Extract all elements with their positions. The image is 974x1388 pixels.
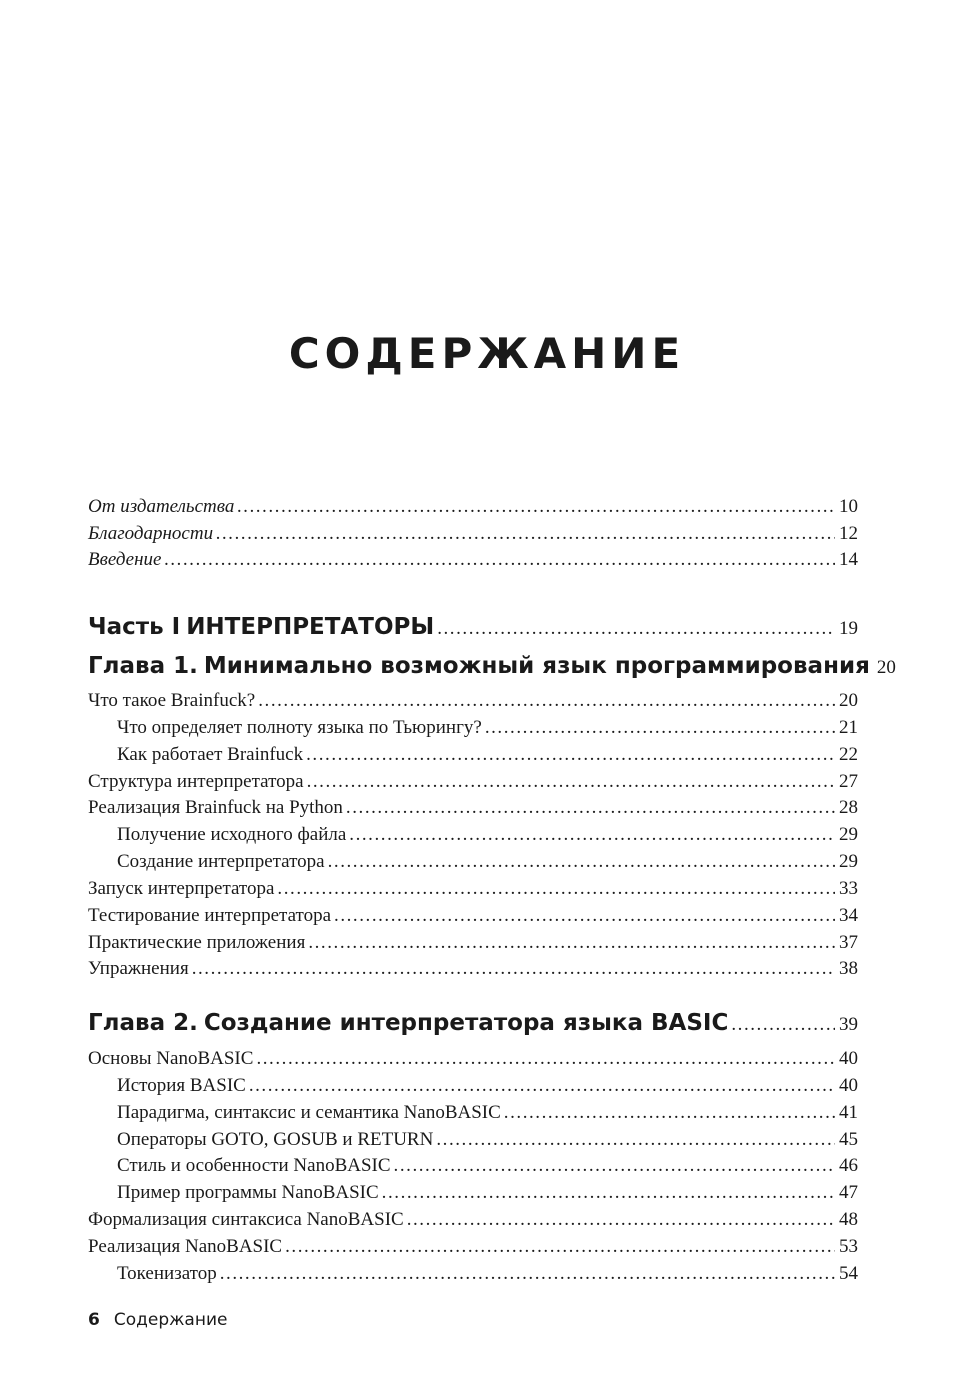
toc-entry-label: Парадигма, синтаксис и семантика NanoBASIC xyxy=(117,1102,501,1123)
leader-dots xyxy=(328,851,835,873)
toc-subentry[interactable] xyxy=(88,717,858,739)
toc-page-number: 40 xyxy=(839,1075,858,1096)
toc-page-number: 45 xyxy=(839,1129,858,1150)
toc-entry[interactable] xyxy=(88,905,858,927)
toc-page-number: 41 xyxy=(839,1102,858,1123)
toc-chapter-2[interactable] xyxy=(88,1010,858,1036)
toc-entry-label: Формализация синтаксиса NanoBASIC xyxy=(88,1209,404,1230)
toc-entry-label: Получение исходного файла xyxy=(117,824,347,845)
toc-entry-introduction[interactable] xyxy=(88,549,858,571)
toc-entry-label: Токенизатор xyxy=(117,1263,217,1284)
leader-dots xyxy=(285,1236,835,1258)
page-footer xyxy=(88,1308,227,1332)
toc-entry-label: Структура интерпретатора xyxy=(88,771,304,792)
toc-subentry[interactable] xyxy=(88,1075,858,1097)
toc-subentry[interactable] xyxy=(88,1155,858,1177)
leader-dots xyxy=(437,618,835,640)
leader-dots xyxy=(334,905,835,927)
chapter-heading xyxy=(88,1010,728,1036)
toc-entry-label: Что такое Brainfuck? xyxy=(88,690,256,711)
chapter-number: Глава 2. xyxy=(88,1010,198,1036)
toc-page-number: 38 xyxy=(839,958,858,979)
leader-dots xyxy=(485,717,835,739)
toc-page-number: 37 xyxy=(839,932,858,953)
toc-page-number: 48 xyxy=(839,1209,858,1230)
toc-page-number: 33 xyxy=(839,878,858,899)
leader-dots xyxy=(258,690,835,712)
toc-entry-acknowledgements[interactable] xyxy=(88,523,858,545)
toc-entry[interactable] xyxy=(88,690,858,712)
page-title: СОДЕРЖАНИЕ xyxy=(288,329,686,378)
toc-entry-label: Как работает Brainfuck xyxy=(117,744,304,765)
toc-entry[interactable] xyxy=(88,1048,858,1070)
chapter-number: Глава 1. xyxy=(88,653,198,679)
leader-dots xyxy=(504,1102,835,1124)
toc-page-number: 53 xyxy=(839,1236,858,1257)
footer-page-number: 6 xyxy=(88,1310,100,1330)
toc-page-number: 29 xyxy=(839,851,858,872)
toc-page-number: 21 xyxy=(839,717,858,738)
leader-dots xyxy=(249,1075,835,1097)
toc-chapter-1[interactable] xyxy=(88,653,896,679)
leader-dots xyxy=(349,824,835,846)
toc-entry-label: Основы NanoBASIC xyxy=(88,1048,254,1069)
part-heading xyxy=(88,614,434,640)
toc-entry[interactable] xyxy=(88,771,858,793)
toc-entry-label: Введение xyxy=(88,549,162,570)
toc-page-number: 29 xyxy=(839,824,858,845)
leader-dots xyxy=(306,744,835,766)
leader-dots xyxy=(407,1209,835,1231)
leader-dots xyxy=(731,1014,835,1036)
chapter-title: Минимально возможный язык программирования xyxy=(203,653,870,679)
toc-page-number: 10 xyxy=(839,496,858,517)
toc-part-1[interactable] xyxy=(88,614,858,640)
toc-entry-publisher[interactable] xyxy=(88,496,858,518)
toc-page-number: 34 xyxy=(839,905,858,926)
toc-entry-label: Благодарности xyxy=(88,523,214,544)
toc-page-number: 22 xyxy=(839,744,858,765)
toc-subentry[interactable] xyxy=(88,1129,858,1151)
leader-dots xyxy=(220,1263,835,1285)
toc-page-number: 40 xyxy=(839,1048,858,1069)
toc-page-number: 14 xyxy=(839,549,858,570)
toc-page-number: 12 xyxy=(839,523,858,544)
leader-dots xyxy=(237,496,835,518)
toc-entry-label: От издательства xyxy=(88,496,235,517)
toc-subentry[interactable] xyxy=(88,824,858,846)
leader-dots xyxy=(308,932,835,954)
toc-entry-label: Практические приложения xyxy=(88,932,306,953)
toc-page-number: 20 xyxy=(839,690,858,711)
part-number: Часть I xyxy=(88,614,181,640)
toc-entry-label: Операторы GOTO, GOSUB и RETURN xyxy=(117,1129,434,1150)
toc-entry-label: Что определяет полноту языка по Тьюрингу? xyxy=(117,717,482,738)
leader-dots xyxy=(307,771,835,793)
toc-subentry[interactable] xyxy=(88,744,858,766)
leader-dots xyxy=(216,523,835,545)
toc-subentry[interactable] xyxy=(88,1102,858,1124)
toc-page-number: 20 xyxy=(876,657,896,678)
toc-entry-label: История BASIC xyxy=(117,1075,246,1096)
toc-entry-label: Реализация Brainfuck на Python xyxy=(88,797,343,818)
leader-dots xyxy=(394,1155,835,1177)
leader-dots xyxy=(382,1182,835,1204)
toc-entry-label: Создание интерпретатора xyxy=(117,851,325,872)
toc-entry[interactable] xyxy=(88,1209,858,1231)
leader-dots xyxy=(256,1048,835,1070)
toc-entry-label: Тестирование интерпретатора xyxy=(88,905,332,926)
toc-page-number: 54 xyxy=(839,1263,858,1284)
toc-entry-label: Упражнения xyxy=(88,958,189,979)
toc-entry[interactable] xyxy=(88,797,858,819)
leader-dots xyxy=(164,549,835,571)
toc-entry[interactable] xyxy=(88,878,858,900)
running-title: Содержание xyxy=(113,1310,228,1330)
part-title: ИНТЕРПРЕТАТОРЫ xyxy=(186,614,435,640)
toc-subentry[interactable] xyxy=(88,1182,858,1204)
toc-entry-label: Реализация NanoBASIC xyxy=(88,1236,283,1257)
leader-dots xyxy=(277,878,835,900)
toc-entry-label: Пример программы NanoBASIC xyxy=(117,1182,379,1203)
chapter-heading xyxy=(88,653,870,679)
toc-page-number: 47 xyxy=(839,1182,858,1203)
toc-entry[interactable] xyxy=(88,958,858,980)
toc-entry[interactable] xyxy=(88,1236,858,1258)
leader-dots xyxy=(346,797,835,819)
toc-page-number: 27 xyxy=(839,771,858,792)
leader-dots xyxy=(436,1129,835,1151)
toc-page-number: 46 xyxy=(839,1155,858,1176)
toc-page-number: 19 xyxy=(839,618,858,639)
toc-entry[interactable] xyxy=(88,932,858,954)
toc-page-number: 28 xyxy=(839,797,858,818)
leader-dots xyxy=(192,958,835,980)
chapter-title: Создание интерпретатора языка BASIC xyxy=(203,1010,729,1036)
toc-subentry[interactable] xyxy=(88,1263,858,1285)
toc-subentry[interactable] xyxy=(88,851,858,873)
toc-entry-label: Запуск интерпретатора xyxy=(88,878,275,899)
toc-page-number: 39 xyxy=(839,1014,858,1035)
toc-entry-label: Стиль и особенности NanoBASIC xyxy=(117,1155,391,1176)
